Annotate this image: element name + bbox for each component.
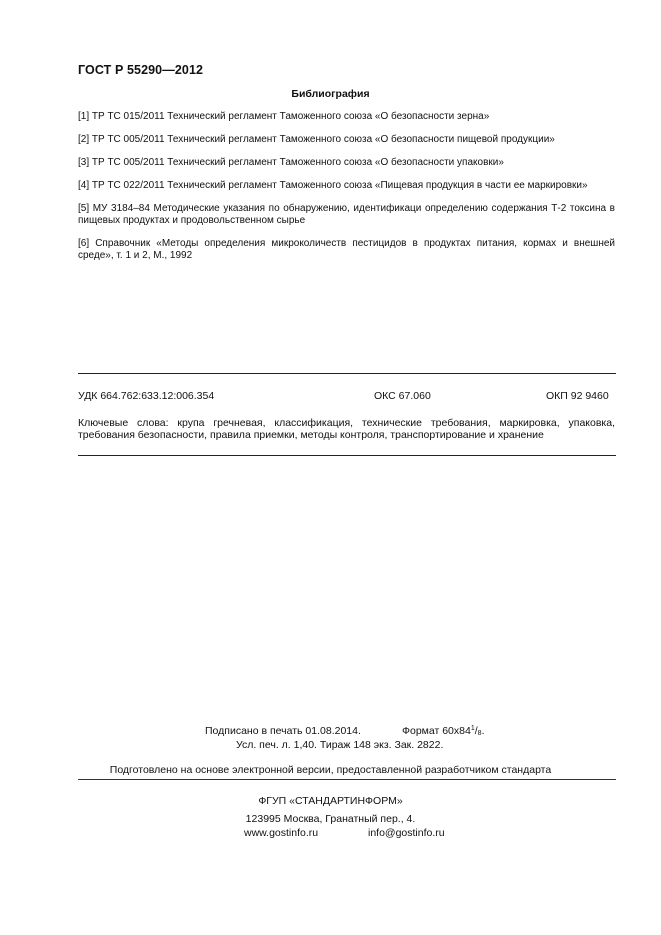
divider-keywords <box>78 455 616 456</box>
imprint-print-info: Усл. печ. л. 1,40. Тираж 148 экз. Зак. 2822. <box>236 739 444 751</box>
divider-footer <box>78 779 616 780</box>
bibliography-item: [4] ТР ТС 022/2011 Технический регламент Таможенного союза «Пищевая продукция в части ее маркировки» <box>78 180 588 191</box>
bibliography-item: [3] ТР ТС 005/2011 Технический регламент Таможенного союза «О безопасности упаковки» <box>78 157 504 168</box>
udk-code: УДК 664.762:633.12:006.354 <box>78 390 215 402</box>
prepared-note: Подготовлено на основе электронной версии, предоставленной разработчиком стандарта <box>109 764 552 776</box>
bibliography-item: [5] МУ 3184–84 Методические указания по обнаружению, идентификаци определению содержания Т-2 токсина в пищевых продуктах и продовольственном сырье <box>78 203 615 226</box>
format-prefix: Формат 60х84 <box>402 725 471 737</box>
divider-top <box>78 373 616 374</box>
document-code: ГОСТ Р 55290—2012 <box>78 63 204 77</box>
bibliography-item: [1] ТР ТС 015/2011 Технический регламент Таможенного союза «О безопасности зерна» <box>78 111 490 122</box>
keywords: Ключевые слова: крупа гречневая, классификация, технические требования, маркировка, упаковка, требования безопасности, правила приемки, методы контроля, транспортирование и хранение <box>78 417 615 441</box>
imprint-format: Формат $60х84^1/_8$. <box>402 725 485 737</box>
publisher-email[interactable]: info@gostinfo.ru <box>368 827 445 839</box>
publisher-address: 123995 Москва, Гранатный пер., 4. <box>245 813 416 825</box>
bibliography-item: [2] ТР ТС 005/2011 Технический регламент Таможенного союза «О безопасности пищевой продукции» <box>78 134 555 145</box>
bibliography-title: Библиография <box>291 88 370 100</box>
publisher-name: ФГУП «СТАНДАРТИНФОРМ» <box>258 795 403 807</box>
publisher-website[interactable]: www.gostinfo.ru <box>244 827 319 839</box>
format-suffix: . <box>481 725 485 737</box>
format-denominator: 8 <box>477 730 482 737</box>
bibliography-item: [6] Справочник «Методы определения микроколичеств пестицидов в продуктах питания, кормах и внешней среде», т. 1 и 2, М., 1992 <box>78 238 615 261</box>
okp-code: ОКП 92 9460 <box>546 390 609 402</box>
oks-code: ОКС 67.060 <box>374 390 431 402</box>
imprint-signed: Подписано в печать 01.08.2014. <box>205 725 361 737</box>
format-numerator: 1 <box>470 725 475 732</box>
